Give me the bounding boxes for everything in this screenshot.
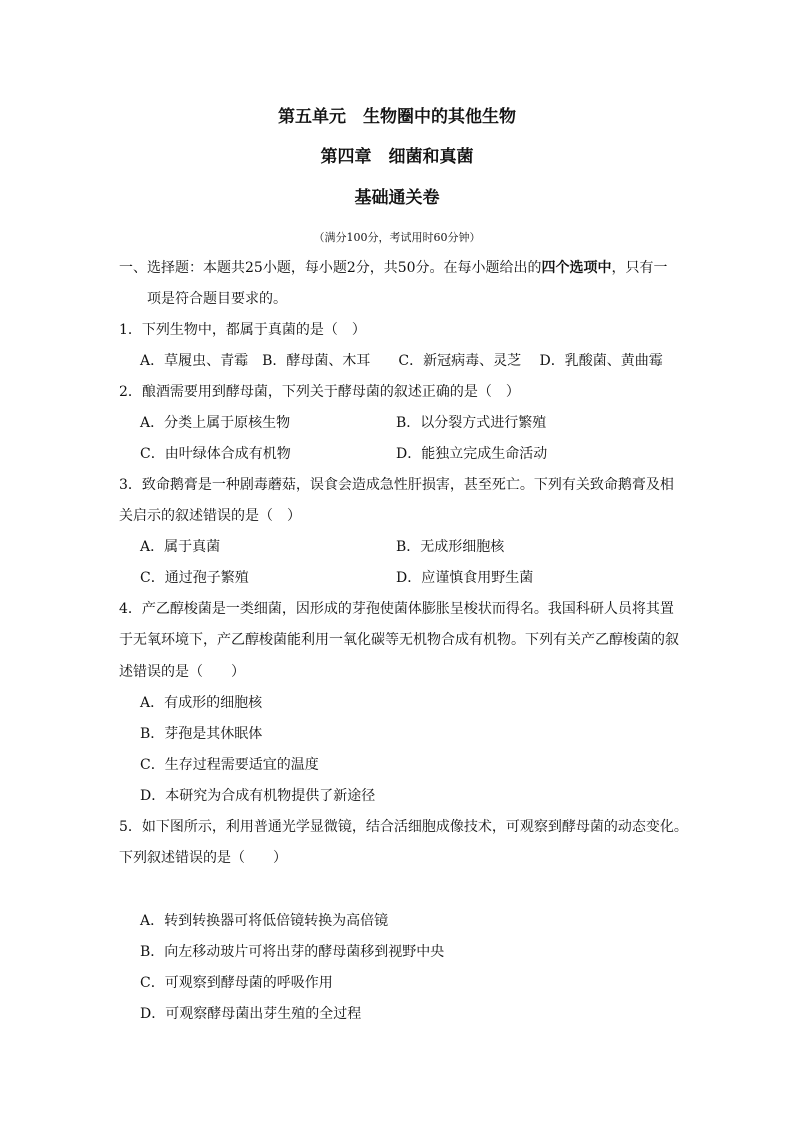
question-3-option-a: A．属于真菌 (140, 539, 221, 555)
section-heading-prefix: 一、选择题：本题共25小题，每小题2分，共50分。在每小题给出的 (119, 260, 542, 276)
paper-title: 基础通关卷 (354, 188, 440, 208)
section-heading-line-2: 项是符合题目要求的。 (147, 291, 287, 307)
question-4-option-a: A．有成形的细胞核 (140, 695, 263, 711)
question-2-option-b: B．以分裂方式进行繁殖 (396, 415, 547, 431)
score-note: （满分100分，考试用时60分钟） (313, 231, 481, 244)
question-1-options: A．草履虫、青霉 B．酵母菌、木耳 C．新冠病毒、灵芝 D．乳酸菌、黄曲霉 (140, 353, 663, 369)
chapter-title: 第四章 细菌和真菌 (320, 147, 474, 167)
question-4-option-d: D．本研究为合成有机物提供了新途径 (140, 788, 376, 804)
question-2-option-d: D．能独立完成生命活动 (396, 446, 548, 462)
question-3-option-b: B．无成形细胞核 (396, 539, 505, 555)
question-2-stem: 2．酿酒需要用到酵母菌，下列关于酵母菌的叙述正确的是（ ） (119, 384, 520, 400)
question-2-option-c: C．由叶绿体合成有机物 (140, 446, 291, 462)
section-heading-bold: 四个选项中 (541, 260, 612, 276)
question-5-option-a: A．转到转换器可将低倍镜转换为高倍镜 (140, 913, 389, 929)
section-heading-line-1 (119, 258, 668, 278)
question-4-option-c: C．生存过程需要适宜的温度 (140, 757, 319, 773)
question-3-stem-line-2: 关启示的叙述错误的是（ ） (119, 508, 301, 524)
question-1-stem: 1．下列生物中，都属于真菌的是（ ） (119, 322, 366, 338)
question-4-stem-line-1: 4．产乙醇梭菌是一类细菌，因形成的芽孢使菌体膨胀呈梭状而得名。我国科研人员将其置 (119, 601, 674, 617)
question-5-stem-line-1: 5．如下图所示，利用普通光学显微镜，结合活细胞成像技术，可观察到酵母菌的动态变化。 (119, 819, 688, 835)
question-5-option-c: C．可观察到酵母菌的呼吸作用 (140, 975, 333, 991)
question-3-option-c: C．通过孢子繁殖 (140, 570, 249, 586)
question-2-option-a: A．分类上属于原核生物 (140, 415, 291, 431)
question-3-option-d: D．应谨慎食用野生菌 (396, 570, 534, 586)
unit-title: 第五单元 生物圈中的其他生物 (278, 107, 516, 127)
question-3-stem-line-1: 3．致命鹅膏是一种剧毒蘑菇，误食会造成急性肝损害，甚至死亡。下列有关致命鹅膏及相 (119, 477, 674, 493)
question-4-stem-line-2: 于无氧环境下，产乙醇梭菌能利用一氧化碳等无机物合成有机物。下列有关产乙醇梭菌的叙 (119, 632, 679, 648)
question-5-stem-line-2: 下列叙述错误的是（ ） (119, 850, 287, 866)
question-5-option-d: D．可观察酵母菌出芽生殖的全过程 (140, 1006, 362, 1022)
question-4-stem-line-3: 述错误的是（ ） (119, 664, 245, 680)
question-4-option-b: B．芽孢是其休眠体 (140, 726, 263, 742)
question-5-option-b: B．向左移动玻片可将出芽的酵母菌移到视野中央 (140, 944, 445, 960)
section-heading-suffix: ，只有一 (611, 260, 668, 276)
